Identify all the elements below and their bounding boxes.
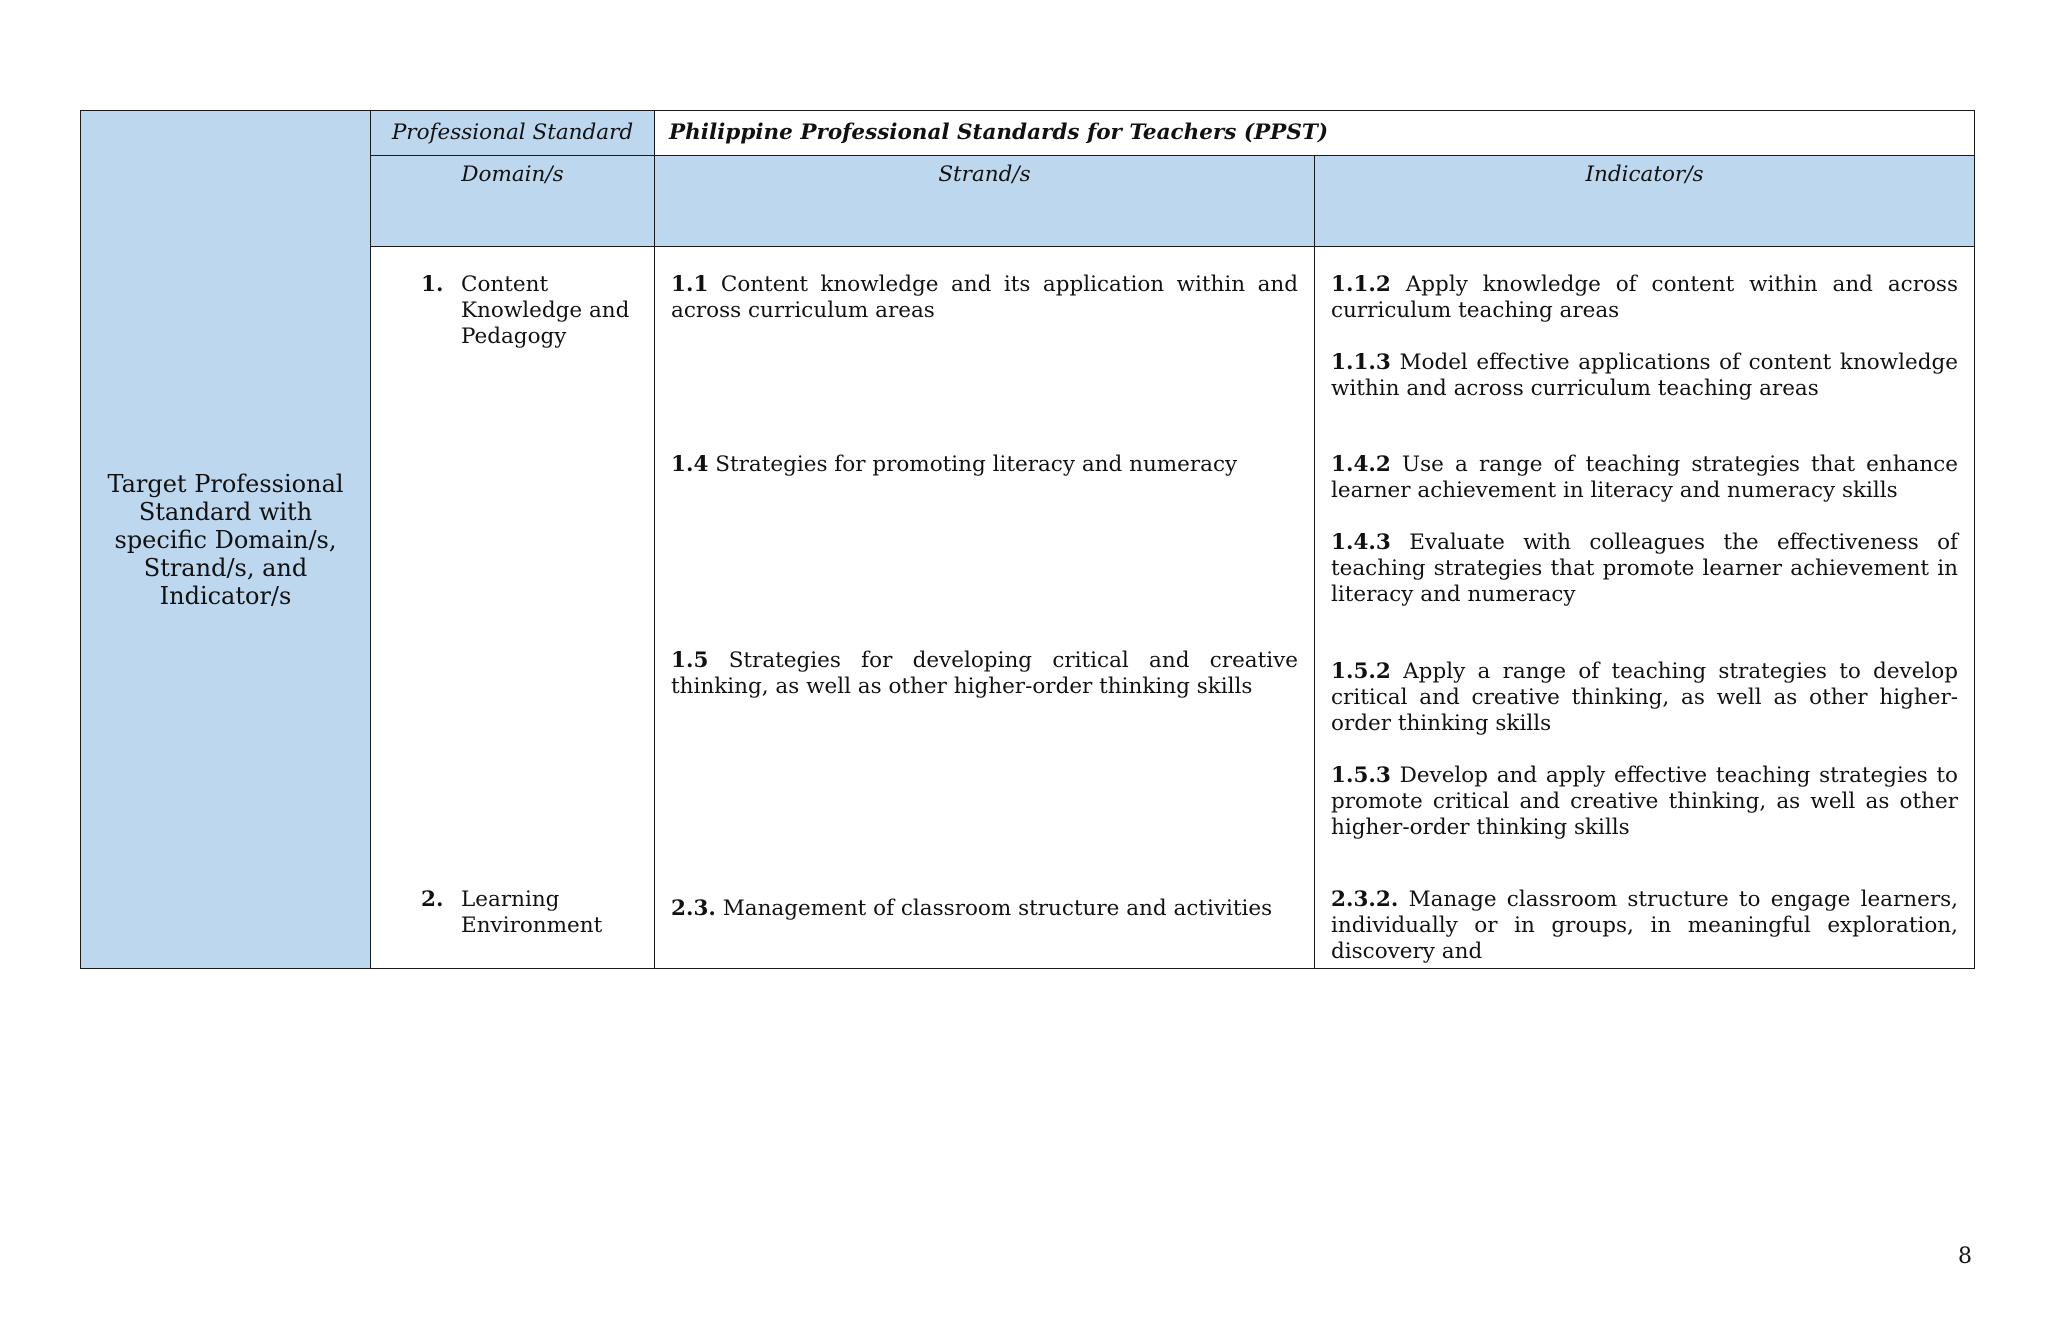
strand-code: 1.1 <box>671 272 709 297</box>
strand-item <box>671 648 1298 700</box>
indicator-code: 1.1.3 <box>1331 350 1391 375</box>
strand-code: 1.5 <box>671 648 709 673</box>
indicator-item <box>1331 659 1958 737</box>
professional-standard-value-cell <box>655 111 1975 156</box>
strand-header-cell <box>655 156 1315 247</box>
professional-standard-label-cell <box>371 111 655 156</box>
indicator-header-cell <box>1315 156 1975 247</box>
indicator-text: Evaluate with colleagues the effectiveness of teaching strategies that promote learner achievement in literacy and numeracy <box>1331 530 1959 607</box>
indicator-text: Develop and apply effective teaching strategies to promote critical and creative thinking, as well as other higher-order thinking skills <box>1331 763 1958 840</box>
target-standard-cell <box>81 111 371 969</box>
strand-text: Content knowledge and its application within and across curriculum areas <box>671 272 1298 323</box>
indicator-text: Use a range of teaching strategies that enhance learner achievement in literacy and numeracy skills <box>1331 452 1958 503</box>
indicator-item <box>1331 763 1958 841</box>
strand-column <box>655 247 1315 969</box>
indicator-item <box>1331 350 1958 402</box>
strand-item <box>671 896 1298 922</box>
indicator-item <box>1331 887 1958 965</box>
indicator-code: 1.4.3 <box>1331 530 1391 555</box>
strand-text: Strategies for promoting literacy and numeracy <box>715 452 1238 477</box>
ppst-table <box>80 110 1975 969</box>
indicator-code: 1.4.2 <box>1331 452 1391 477</box>
strand-header: Strand/s <box>938 162 1031 187</box>
page-number: 8 <box>1958 1244 1972 1269</box>
indicator-text: Apply a range of teaching strategies to develop critical and creative thinking, as well as other higher-order thinking skills <box>1331 659 1958 736</box>
indicator-code: 1.5.2 <box>1331 659 1391 684</box>
professional-standard-value: Philippine Professional Standards for Teachers (PPST) <box>669 120 1329 145</box>
indicator-text: Manage classroom structure to engage learners, individually or in groups, in meaningful exploration, discovery and <box>1331 887 1958 964</box>
indicator-item <box>1331 530 1958 608</box>
strand-text: Management of classroom structure and activities <box>722 896 1273 921</box>
strand-text: Strategies for developing critical and creative thinking, as well as other higher-order thinking skills <box>671 648 1298 699</box>
indicator-column <box>1315 247 1975 969</box>
indicator-code: 1.1.2 <box>1331 272 1391 297</box>
strand-code: 1.4 <box>671 452 709 477</box>
domain-column <box>371 247 655 969</box>
indicator-code: 1.5.3 <box>1331 763 1391 788</box>
professional-standard-label: Professional Standard <box>391 120 634 145</box>
domain-name: Learning Environment <box>461 887 603 938</box>
indicator-code: 2.3.2. <box>1331 887 1399 912</box>
indicator-text: Model effective applications of content knowledge within and across curriculum teaching areas <box>1331 350 1958 401</box>
indicator-text: Apply knowledge of content within and across curriculum teaching areas <box>1331 272 1958 323</box>
strand-code: 2.3. <box>671 896 716 921</box>
strand-item <box>671 272 1298 324</box>
domain-number: 2. <box>421 887 444 912</box>
domain-name: Content Knowledge and Pedagogy <box>461 272 630 349</box>
domain-number: 1. <box>421 272 444 297</box>
domain-header-cell <box>371 156 655 247</box>
indicator-header: Indicator/s <box>1585 162 1704 187</box>
indicator-item <box>1331 272 1958 324</box>
target-standard-label: Target Professional Standard with specific Domain/s, Strand/s, and Indicator/s <box>107 469 344 610</box>
strand-item <box>671 452 1298 478</box>
indicator-item <box>1331 452 1958 504</box>
domain-header: Domain/s <box>461 162 564 187</box>
